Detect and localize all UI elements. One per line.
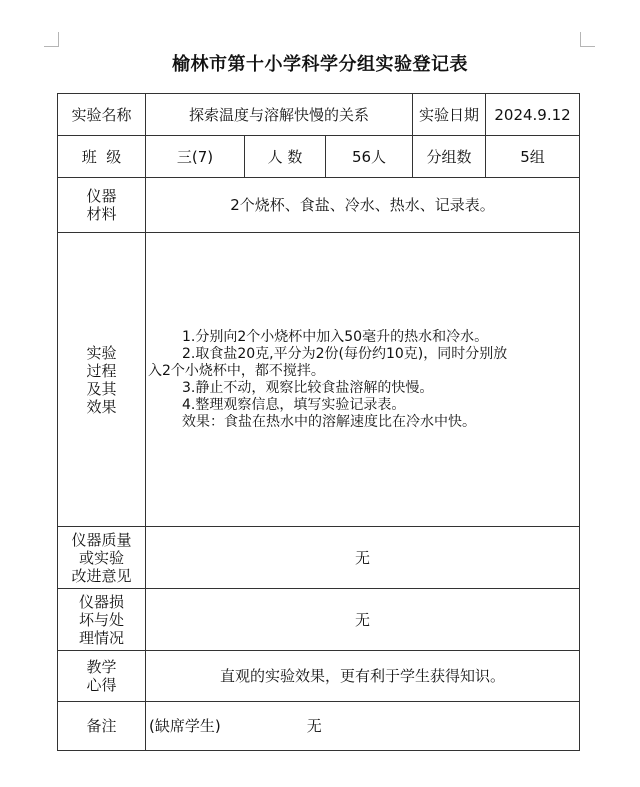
page-corner-mark-right [580,32,595,47]
materials-label-line-1: 仪器 [86,187,117,205]
process-result: 效果：食盐在热水中的溶解速度比在冷水中快。 [182,413,476,430]
class-label: 班 级 [58,136,146,178]
experiment-registration-table [57,93,580,751]
experiment-date-label: 实验日期 [413,94,486,136]
row-class-info [58,136,580,178]
damage-label [58,589,146,651]
remarks-label: 备注 [58,702,146,751]
row-remarks [58,702,580,751]
remarks-value [146,702,580,751]
quality-label [58,527,146,589]
process-step-1: 1.分别向2个小烧杯中加入50毫升的热水和冷水。 [182,328,489,345]
process-label [58,233,146,527]
row-quality [58,527,580,589]
row-process [58,233,580,527]
document-title: 榆林市第十小学科学分组实验登记表 [172,54,468,75]
reflection-value: 直观的实验效果，更有利于学生获得知识。 [146,651,580,702]
reflection-label-line-1: 教学 [86,658,117,676]
row-reflection [58,651,580,702]
materials-value: 2个烧杯、食盐、冷水、热水、记录表。 [146,178,580,233]
row-experiment-name [58,94,580,136]
absent-students-value: 无 [306,717,322,735]
process-label-line-1: 实验 [86,343,117,362]
group-count-value: 5组 [486,136,580,178]
damage-label-line-3: 理情况 [78,628,124,647]
people-count-value: 56人 [326,136,413,178]
page-corner-mark-left [44,32,59,47]
damage-label-line-2: 坏与处 [78,610,124,629]
reflection-label [58,651,146,702]
experiment-name-label: 实验名称 [58,94,146,136]
row-damage [58,589,580,651]
damage-value: 无 [146,589,580,651]
materials-label [58,178,146,233]
quality-value: 无 [146,527,580,589]
reflection-label-line-2: 心得 [86,676,117,694]
process-step-3: 3.静止不动，观察比较食盐溶解的快慢。 [182,379,434,396]
row-materials [58,178,580,233]
experiment-name-value: 探索温度与溶解快慢的关系 [146,94,413,136]
process-label-line-4: 效果 [86,397,117,416]
process-step-2-continued: 入2个小烧杯中，都不搅拌。 [148,362,325,379]
absent-students-label: (缺席学生) [149,717,221,735]
process-value [146,233,580,527]
damage-label-line-1: 仪器损 [78,592,124,611]
process-label-line-3: 及其 [86,379,117,398]
process-step-4: 4.整理观察信息，填写实验记录表。 [182,396,406,413]
experiment-date-value: 2024.9.12 [486,94,580,136]
process-label-line-2: 过程 [86,361,117,380]
people-count-label: 人 数 [245,136,326,178]
quality-label-line-1: 仪器质量 [71,530,132,549]
group-count-label: 分组数 [413,136,486,178]
quality-label-line-3: 改进意见 [71,566,132,585]
process-step-2: 2.取食盐20克,平分为2份(每份约10克)，同时分别放 [182,345,508,362]
class-value: 三(7) [146,136,245,178]
quality-label-line-2: 或实验 [78,548,124,567]
materials-label-line-2: 材料 [86,205,117,223]
